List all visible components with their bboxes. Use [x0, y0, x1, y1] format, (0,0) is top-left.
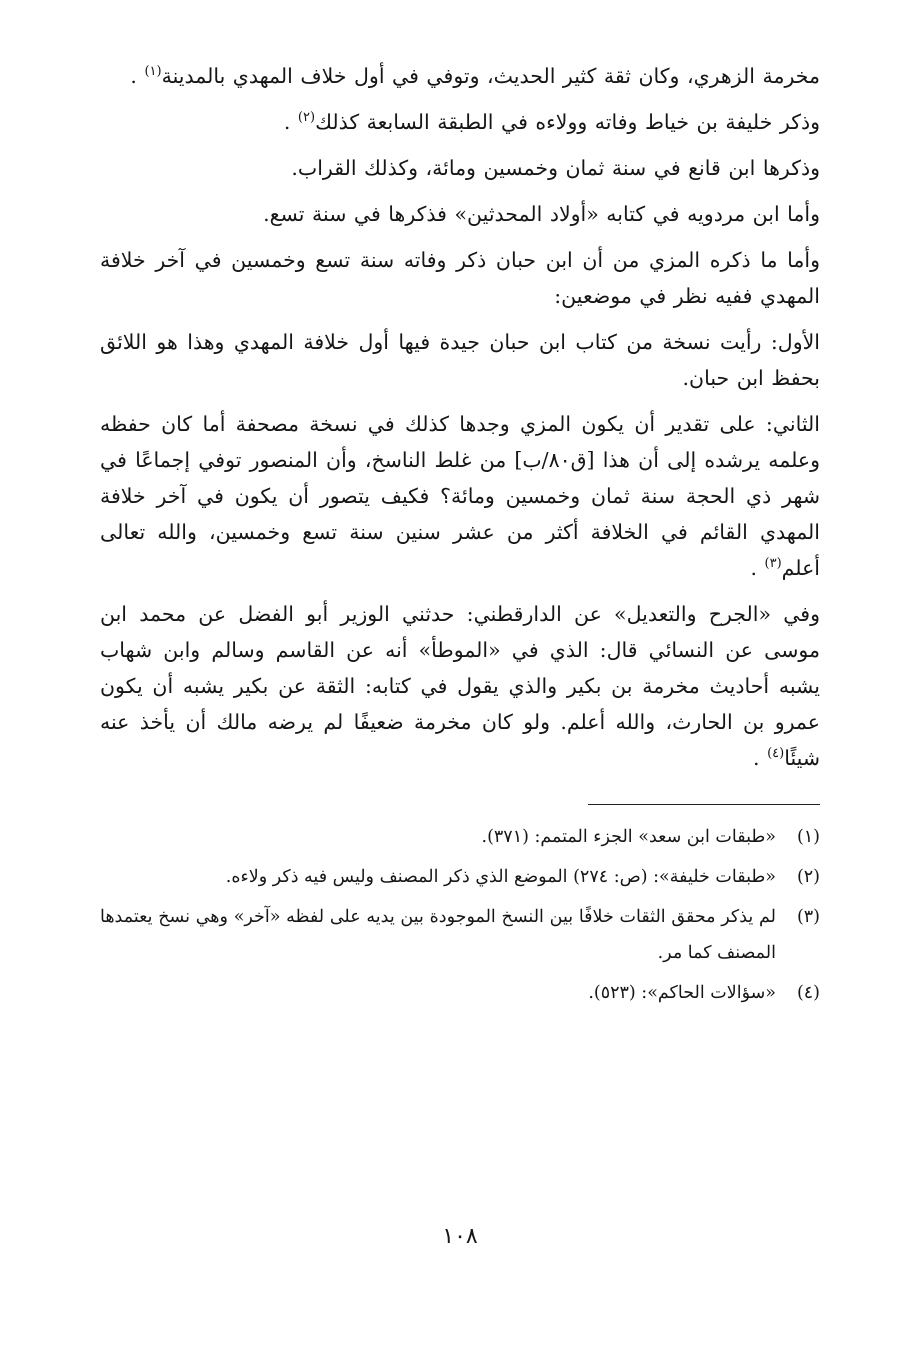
footnote-number: (٤)	[796, 983, 820, 1003]
paragraph-1-text: مخرمة الزهري، وكان ثقة كثير الحديث، وتوفي في أول خلاف المهدي بالمدينة	[161, 64, 820, 88]
paragraph-8-tail: .	[753, 746, 768, 770]
paragraph-3	[100, 150, 820, 186]
page-body	[100, 58, 820, 1298]
paragraph-2	[100, 104, 820, 140]
footnote-number: (٣)	[796, 907, 820, 927]
footnote-ref-4: (٤)	[767, 746, 785, 762]
footnote-2	[100, 859, 820, 895]
paragraph-8-text: وفي «الجرح والتعديل» عن الدارقطني: حدثني الوزير أبو الفضل عن محمد ابن موسى عن النسائي قال: الذي في «الموطأ» أنه عن القاسم وسالم وابن شهاب يشبه أحاديث مخرمة بن بكير والذي يقول في كتابه: الثقة عن بكير يشبه أن يكون عمرو بن الحارث، والله أعلم. ولو كان مخرمة ضعيفًا لم يرضه مالك أن يأخذ عنه شيئًا	[100, 602, 820, 770]
footnote-divider	[588, 804, 820, 805]
paragraph-4	[100, 196, 820, 232]
paragraph-5-text: وأما ما ذكره المزي من أن ابن حبان ذكر وفاته سنة تسع وخمسين في آخر خلافة المهدي ففيه نظر في موضعين:	[100, 248, 820, 308]
footnote-3	[100, 899, 820, 971]
paragraph-8	[100, 596, 820, 776]
footnote-text: لم يذكر محقق الثقات خلافًا بين النسخ الموجودة بين يديه على لفظه «آخر» وهي نسخ يعتمدها المصنف كما مر.	[100, 907, 776, 963]
paragraph-1-tail: .	[130, 64, 145, 88]
paragraph-5	[100, 242, 820, 314]
paragraph-1	[100, 58, 820, 94]
footnote-1	[100, 819, 820, 855]
paragraph-7-text: الثاني: على تقدير أن يكون المزي وجدها كذلك في نسخة مصحفة أما كان حفظه وعلمه يرشده إلى أن هذا [ق٨٠/ب] من غلط الناسخ، وأن المنصور توفي إجماعًا في شهر ذي الحجة سنة ثمان وخمسين ومائة؟ فكيف يتصور أن يكون في آخر خلافة المهدي القائم في الخلافة أكثر من عشر سنين سنة تسع وخمسين، والله تعالى أعلم	[100, 412, 820, 580]
paragraph-2-tail: .	[283, 110, 298, 134]
footnote-text: «طبقات خليفة»: (ص: ٢٧٤) الموضع الذي ذكر المصنف وليس فيه ذكر ولاءه.	[225, 867, 776, 887]
footnote-ref-1: (١)	[144, 64, 162, 80]
footnote-4	[100, 975, 820, 1011]
footnote-text: «سؤالات الحاكم»: (٥٢٣).	[588, 983, 776, 1003]
paragraph-6-text: الأول: رأيت نسخة من كتاب ابن حبان جيدة فيها أول خلافة المهدي وهذا هو اللائق بحفظ ابن حبان.	[100, 330, 820, 390]
footnote-number: (١)	[796, 827, 820, 847]
paragraph-7-tail: .	[750, 556, 765, 580]
footnote-number: (٢)	[796, 867, 820, 887]
paragraph-7	[100, 406, 820, 586]
page-number: ١٠٨	[442, 1224, 478, 1249]
paragraph-2-text: وذكر خليفة بن خياط وفاته وولاءه في الطبقة السابعة كذلك	[315, 110, 820, 134]
footnote-text: «طبقات ابن سعد» الجزء المتمم: (٣٧١).	[481, 827, 776, 847]
paragraph-6	[100, 324, 820, 396]
footnote-ref-2: (٢)	[297, 110, 316, 126]
paragraph-3-text: وذكرها ابن قانع في سنة ثمان وخمسين ومائة، وكذلك القراب.	[291, 156, 820, 180]
footnote-ref-3: (٣)	[764, 556, 782, 572]
footnotes	[100, 819, 820, 1011]
paragraph-4-text: وأما ابن مردويه في كتابه «أولاد المحدثين» فذكرها في سنة تسع.	[263, 202, 820, 226]
